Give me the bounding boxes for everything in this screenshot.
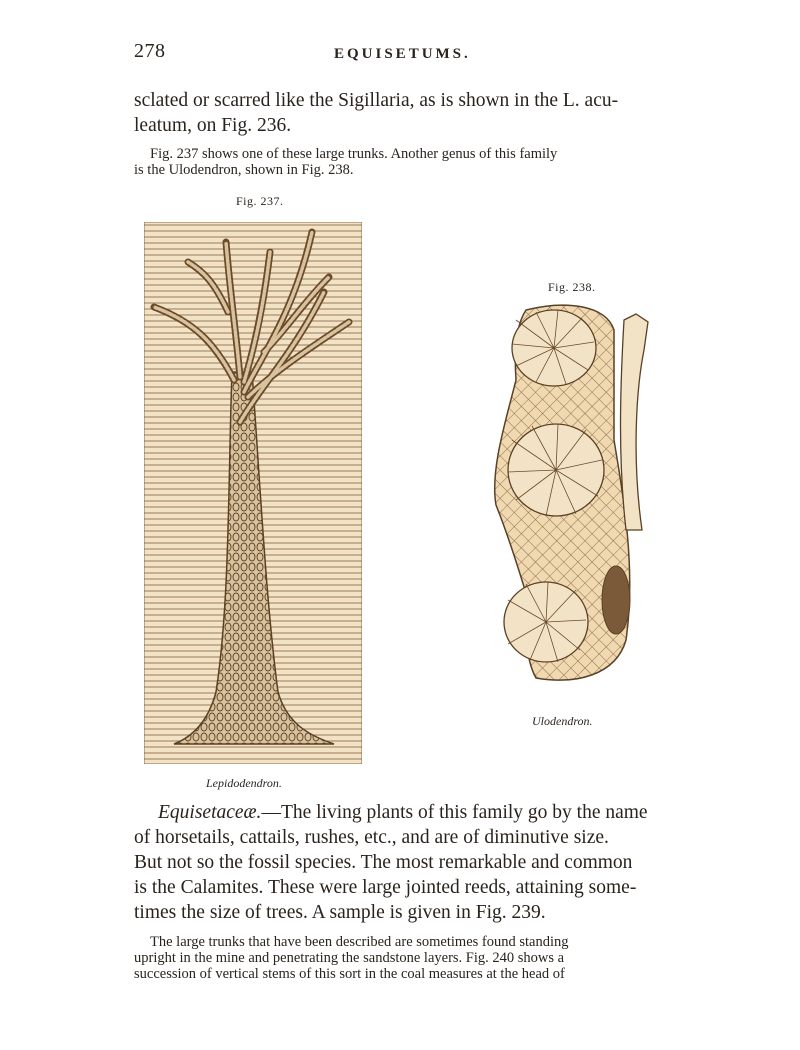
figure-238-label: Fig. 238.: [548, 280, 596, 294]
paragraph-4-line-1: The large trunks that have been described are sometimes found standing: [150, 934, 569, 950]
paragraph-4-line-3: succession of vertical stems of this sort in the coal measures at the head of: [134, 966, 565, 982]
paragraph-3-line-1: [134, 800, 669, 825]
paragraph-2-line-2: is the Ulodendron, shown in Fig. 238.: [134, 162, 354, 178]
paragraph-3-line-3: But not so the fossil species. The most remarkable and common: [134, 852, 633, 873]
page-number: 278: [134, 40, 166, 62]
paragraph-3-line-4: is the Calamites. These were large jointed reeds, attaining some-: [134, 877, 637, 898]
figure-237-caption: Lepidodendron.: [206, 776, 282, 790]
figure-238-caption: Ulodendron.: [532, 714, 593, 728]
paragraph-3-line-2: of horsetails, cattails, rushes, etc., and are of diminutive size.: [134, 827, 609, 848]
paragraph-2-line-1: Fig. 237 shows one of these large trunks. Another genus of this family: [150, 146, 558, 162]
lepidodendron-figure: [144, 222, 362, 764]
paragraph-3-line-5: times the size of trees. A sample is given in Fig. 239.: [134, 902, 546, 923]
paragraph-1-line-2: leatum, on Fig. 236.: [134, 115, 292, 136]
paragraph-4-line-2: upright in the mine and penetrating the sandstone layers. Fig. 240 shows a: [134, 950, 565, 966]
page-header: [134, 40, 666, 70]
paragraph-1-line-1: sclated or scarred like the Sigillaria, as is shown in the L. acu-: [134, 90, 619, 111]
running-head: EQUISETUMS.: [334, 46, 471, 62]
ulodendron-figure: [486, 300, 660, 690]
family-name-equisetaceae: Equisetaceæ.: [158, 802, 262, 823]
paragraph-3-line-1-rest: —The living plants of this family go by the name: [261, 802, 648, 823]
figure-237-label: Fig. 237.: [236, 194, 284, 208]
